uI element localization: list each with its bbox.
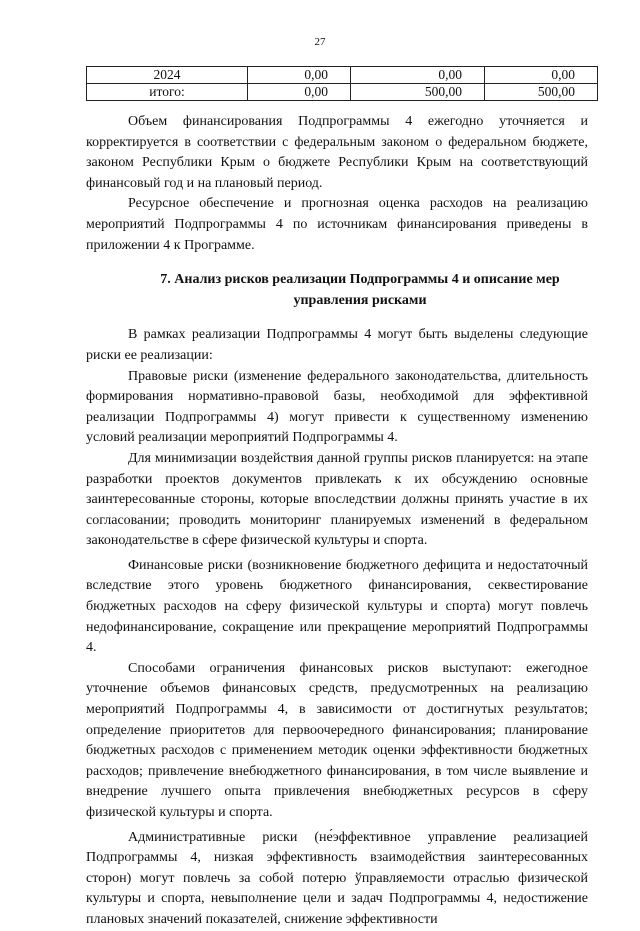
- table-cell-value: 0,00: [485, 67, 598, 84]
- table-cell-year: 2024: [87, 67, 248, 84]
- table-cell-value: 500,00: [351, 84, 485, 101]
- table-row: [87, 67, 598, 84]
- paragraph: Способами ограничения финансовых рисков выступают: ежегодное уточнение объемов финансовых средств, предусмотренных на реализацию мероприятий Подпрограммы 4, в зависимости от достигнутых результатов; определение приоритетов для первоочередного финансирования; планирование бюджетных расходов с применением методик оценки эффективности бюджетных расходов; привлечение внебюджетного финансирования, в том числе выявление и внедрение лучшего опыта привлечения внебюджетных ресурсов в сферу физической культуры и спорта.: [86, 660, 588, 820]
- table-cell-value: 500,00: [485, 84, 598, 101]
- paragraph: Правовые риски (изменение федерального законодательства, длительность формирования нормативно-правовой базы, необходимой для эффективной реализации Подпрограммы 4) могут привести к существенному изменению условий реализации мероприятий Подпрограммы 4.: [86, 368, 588, 446]
- table-cell-value: 0,00: [351, 67, 485, 84]
- paragraph: Финансовые риски (возникновение бюджетного дефицита и недостаточный вследствие этого уровень бюджетного финансирования, секвестирование бюджетных расходов на сферу физической культуры и спорта) могут повлечь недофинансирование, сокращение или прекращение мероприятий Подпрограммы 4.: [86, 557, 588, 656]
- paragraph: Объем финансирования Подпрограммы 4 ежегодно уточняется и корректируется в соответствии с федеральным законом о федеральном бюджете, законом Республики Крым о бюджете Республики Крым на соответствующий финансовый год и на плановый период.: [86, 114, 588, 191]
- table-cell-value: 0,00: [248, 67, 351, 84]
- paragraph: Для минимизации воздействия данной группы рисков планируется: на этапе разработки проектов документов привлекать к их обсуждению основные заинтересованные стороны, которые впоследствии должны принять участие в их согласовании; проводить мониторинг планируемых изменений в федеральном законодательстве в сфере физической культуры и спорта.: [86, 450, 588, 549]
- financing-table: [86, 66, 598, 101]
- table-row: [87, 84, 598, 101]
- section-heading: 7. Анализ рисков реализации Подпрограммы 4 и описание мер управления рисками: [160, 272, 560, 308]
- document-body: [86, 112, 588, 931]
- paragraph: Административные риски (не́эффективное управление реализацией Подпрограммы 4, низкая эффективность взаимодействия заинтересованных сторон) могут повлечь за собой потерю ўправляемости отраслью физической культуры и спорта, невыполнение цели и задач Подпрограммы 4, недостижение плановых значений показателей, снижение эффективности: [86, 829, 588, 927]
- paragraph: В рамках реализации Подпрограммы 4 могут быть выделены следующие риски ее реализации:: [86, 327, 588, 363]
- table-cell-value: 0,00: [248, 84, 351, 101]
- page-number: 27: [314, 36, 326, 48]
- table-cell-total-label: итого:: [87, 84, 248, 101]
- paragraph: Ресурсное обеспечение и прогнозная оценка расходов на реализацию мероприятий Подпрограммы 4 по источникам финансирования приведены в приложении 4 к Программе.: [86, 196, 588, 253]
